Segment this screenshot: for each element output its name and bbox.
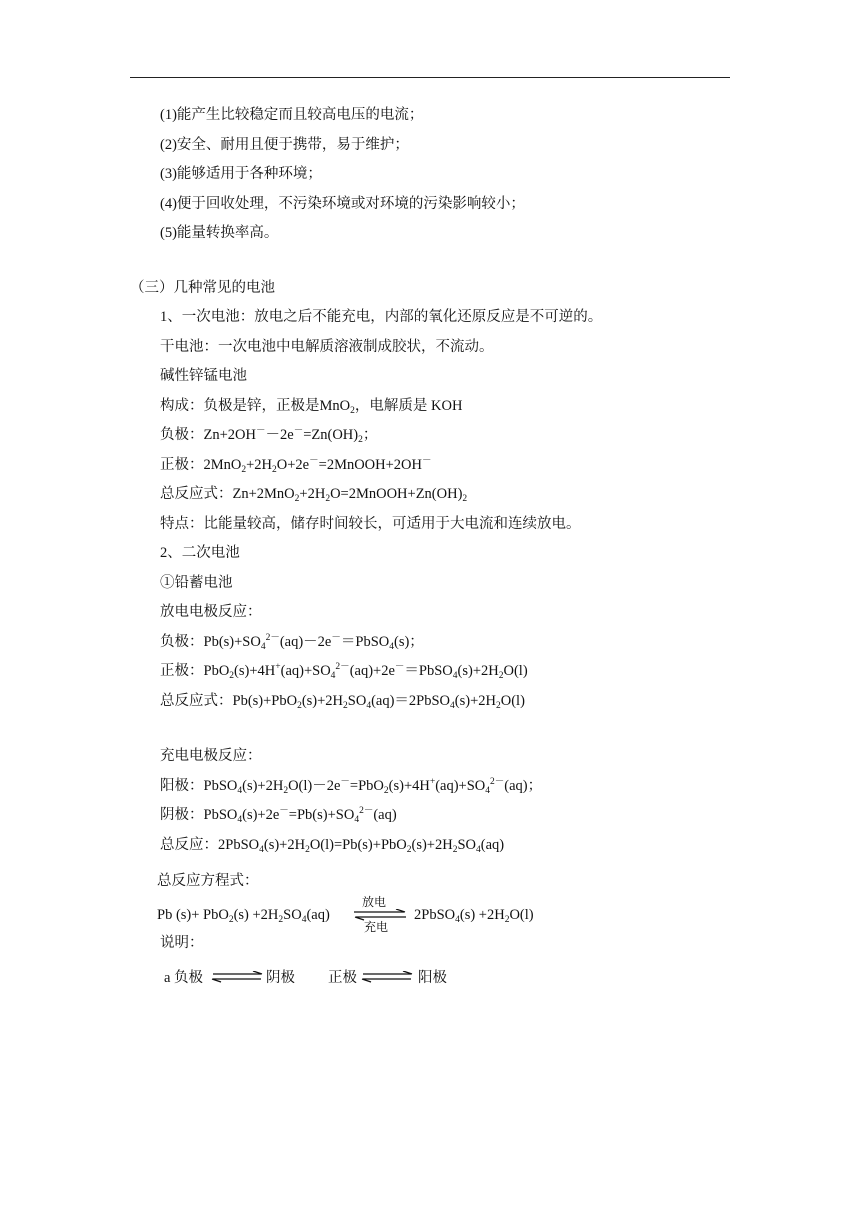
list-item: (4)便于回收处理，不污染环境或对环境的污染影响较小； [160, 196, 525, 212]
primary-cell-definition: 1、一次电池：放电之后不能充电，内部的氧化还原反应是不可逆的。 [160, 309, 603, 325]
header-rule [130, 77, 730, 78]
alkaline-total-equation: 总反应式：$Zn+2MnO_2+2H_2O=2MnOOH+Zn(OH)_2$ [160, 486, 468, 504]
list-item: (3)能够适用于各种环境； [160, 166, 322, 182]
overall-equation-right: 2PbSO$_4$(s) $+2H_2O(l)$ [414, 907, 534, 925]
feature-text: 特点：比能量较高，储存时间较长，可适用于大电流和连续放电。 [160, 516, 581, 532]
alkaline-title: 碱性锌锰电池 [160, 368, 247, 384]
secondary-cell-title: 2、二次电池 [160, 545, 240, 561]
charge-title: 充电电极反应： [160, 748, 262, 764]
arrow-label-discharge: 放电 [362, 895, 387, 909]
reversible-arrow-icon [361, 971, 413, 983]
section-heading: （三）几种常见的电池 [130, 280, 275, 296]
discharge-title: 放电电极反应： [160, 604, 262, 620]
charge-total-equation: 总反应：$2PbSO_4(s)+2H_2O(l)=Pb(s)+PbO_2(s)+2H_2SO_4(aq)$ [160, 837, 505, 855]
charge-cathode-equation: 阴极：$PbSO_4(s)+2e^-=Pb(s)+SO_4^{2-}(aq)$ [160, 806, 397, 825]
note-title: 说明： [160, 935, 204, 951]
note-label-negative: a 负极 [164, 970, 204, 986]
reversible-arrow-icon [211, 971, 263, 983]
lead-acid-title: ①铅蓄电池 [160, 575, 233, 591]
arrow-label-charge: 充电 [364, 920, 389, 934]
discharge-positive-equation: 正极：$PbO_2(s)+4H^+(aq)+SO_4^{2-}(aq)+2e^-=PbSO_4(s)+2H_2O(l)$ [160, 662, 528, 681]
composition-line: 构成：负极是锌，正极是MnO$_2$，电解质是 KOH [160, 398, 463, 416]
alkaline-negative-equation: 负极：$Zn+2OH^--2e^-=Zn(OH)_2$； [160, 426, 378, 445]
overall-title: 总反应方程式： [157, 873, 259, 889]
alkaline-positive-equation: 正极：$2MnO_2+2H_2O+2e^-=2MnOOH+2OH^-$ [160, 456, 432, 475]
list-item: (1)能产生比较稳定而且较高电压的电流； [160, 107, 424, 123]
note-label-positive: 正极 [328, 970, 357, 986]
charge-anode-equation: 阳极：$PbSO_4(s)+2H_2O(l)-2e^-=PbO_2(s)+4H^+(aq)+SO_4^{2-}(aq)$； [160, 777, 543, 796]
dry-cell-text: 干电池：一次电池中电解质溶液制成胶状，不流动。 [160, 339, 494, 355]
note-label-anode: 阳极 [418, 970, 447, 986]
discharge-total-equation: 总反应式：$Pb(s)+PbO_2(s)+2H_2SO_4(aq)=2PbSO_4(s)+2H_2O(l)$ [160, 693, 525, 711]
list-item: (2)安全、耐用且便于携带，易于维护； [160, 137, 409, 153]
overall-equation-left: Pb $(s)+ PbO_2(s) +2H_2SO_4(aq)$ [157, 907, 330, 925]
discharge-negative-equation: 负极：$Pb(s)+SO_4^{2-}(aq)-2e^-=PbSO_4(s)$； [160, 633, 424, 652]
note-label-cathode: 阴极 [266, 970, 295, 986]
list-item: (5)能量转换率高。 [160, 225, 279, 241]
